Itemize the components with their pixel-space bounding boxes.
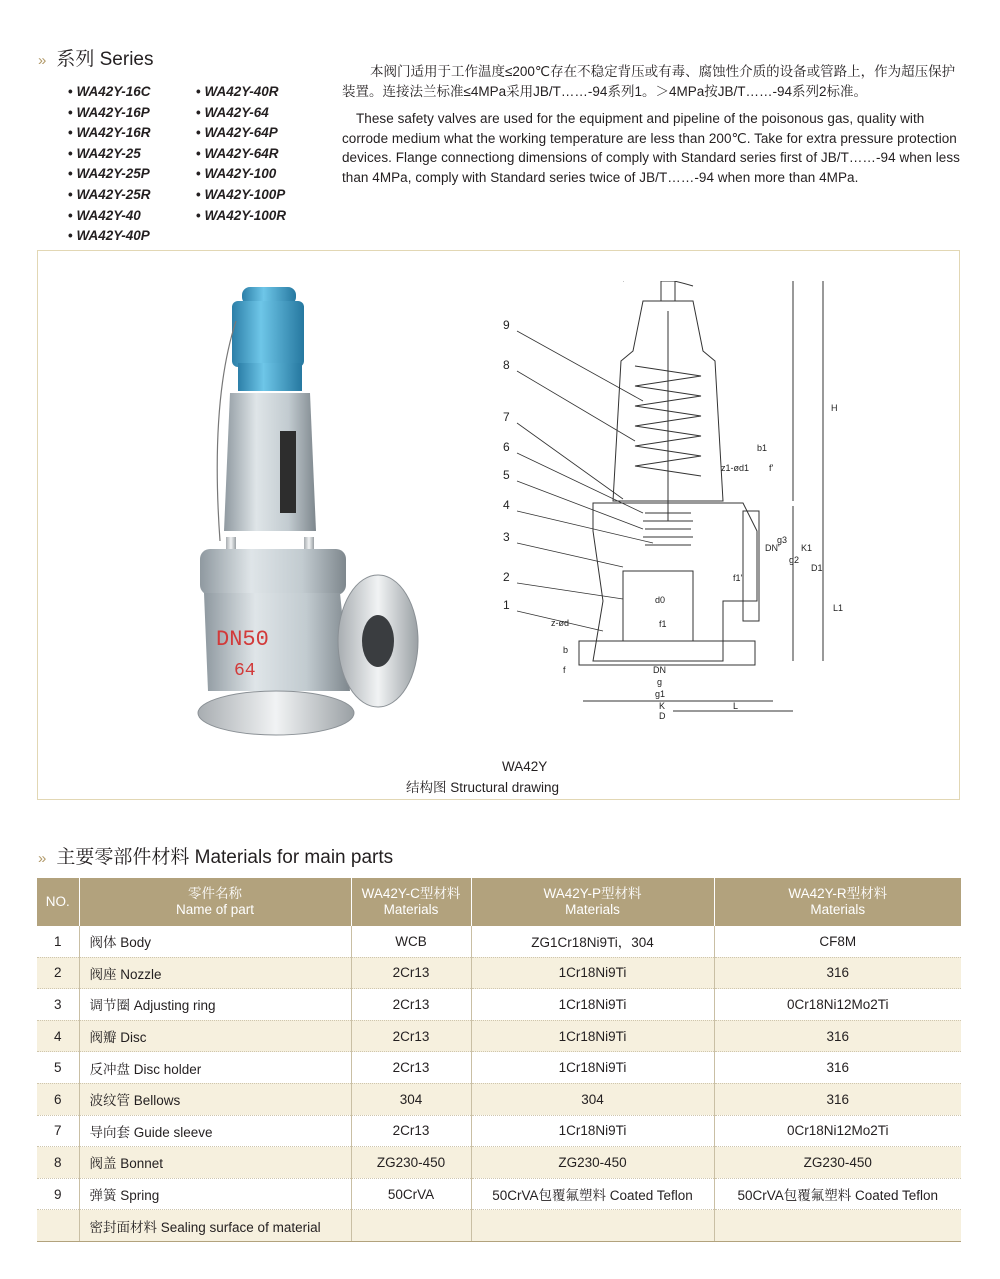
table-cell: WCB bbox=[351, 926, 471, 957]
table-row bbox=[37, 1210, 961, 1242]
dim-K1: K1 bbox=[801, 543, 813, 553]
table-cell: 调节圈 Adjusting ring bbox=[79, 989, 351, 1021]
dim-D1: D1 bbox=[811, 563, 823, 573]
table-cell: ZG230-450 bbox=[714, 1147, 961, 1179]
table-cell bbox=[351, 1210, 471, 1242]
dim-D: D bbox=[659, 711, 666, 721]
header-line-1: 零件名称 bbox=[188, 886, 242, 901]
table-header-cell bbox=[714, 878, 961, 926]
table-cell: 0Cr18Ni12Mo2Ti bbox=[714, 989, 961, 1021]
dim-g: g bbox=[657, 677, 663, 687]
header-line-1: WA42Y-P型材料 bbox=[543, 886, 642, 901]
header-line-2: Materials bbox=[810, 902, 866, 917]
dim-f-prime: f' bbox=[769, 463, 774, 473]
chevron-icon: » bbox=[38, 52, 47, 69]
model-item: • WA42Y-40 bbox=[68, 206, 151, 227]
table-row bbox=[37, 1178, 961, 1210]
header-line-1: WA42Y-C型材料 bbox=[361, 886, 461, 901]
table-cell: 1 bbox=[37, 926, 79, 957]
model-item: • WA42Y-64P bbox=[196, 123, 286, 144]
table-cell: 阀瓣 Disc bbox=[79, 1020, 351, 1052]
model-list-right bbox=[196, 82, 286, 226]
callout-5: 5 bbox=[503, 468, 510, 482]
table-cell: 2Cr13 bbox=[351, 1052, 471, 1084]
dim-H: H bbox=[831, 403, 838, 413]
table-cell: 4 bbox=[37, 1020, 79, 1052]
dim-b: b bbox=[563, 645, 569, 655]
callout-2: 2 bbox=[503, 570, 510, 584]
table-cell: 阀盖 Bonnet bbox=[79, 1147, 351, 1179]
table-cell: 5 bbox=[37, 1052, 79, 1084]
table-cell: 50CrVA包覆氟塑料 Coated Teflon bbox=[471, 1178, 714, 1210]
dim-f: f bbox=[563, 665, 566, 675]
dim-DN-prime: DN' bbox=[765, 543, 780, 553]
model-item: • WA42Y-40R bbox=[196, 82, 286, 103]
dim-DN: DN bbox=[653, 665, 666, 675]
table-row bbox=[37, 1147, 961, 1179]
table-row bbox=[37, 926, 961, 957]
model-item: • WA42Y-16R bbox=[68, 123, 151, 144]
model-item: • WA42Y-25P bbox=[68, 164, 151, 185]
structural-drawing bbox=[493, 281, 893, 721]
model-list-left bbox=[68, 82, 151, 247]
table-cell: 弹簧 Spring bbox=[79, 1178, 351, 1210]
model-item: • WA42Y-25 bbox=[68, 144, 151, 165]
table-cell: 304 bbox=[471, 1083, 714, 1115]
dim-g2: g2 bbox=[789, 555, 800, 565]
table-cell: 50CrVA包覆氟塑料 Coated Teflon bbox=[714, 1178, 961, 1210]
table-header-cell bbox=[351, 878, 471, 926]
table-cell: 316 bbox=[714, 1083, 961, 1115]
table-cell: 1Cr18Ni9Ti bbox=[471, 1115, 714, 1147]
table-cell: 8 bbox=[37, 1147, 79, 1179]
table-row bbox=[37, 1115, 961, 1147]
table-cell: 反冲盘 Disc holder bbox=[79, 1052, 351, 1084]
callout-3: 3 bbox=[503, 530, 510, 544]
header-line-1: WA42Y-R型材料 bbox=[788, 886, 888, 901]
dim-g1: g1 bbox=[655, 689, 666, 699]
table-row bbox=[37, 989, 961, 1021]
chevron-icon: » bbox=[38, 850, 47, 867]
model-item: • WA42Y-100 bbox=[196, 164, 286, 185]
table-body bbox=[37, 926, 961, 1241]
table-cell: 2Cr13 bbox=[351, 1020, 471, 1052]
model-item: • WA42Y-16C bbox=[68, 82, 151, 103]
table-cell: 50CrVA bbox=[351, 1178, 471, 1210]
table-cell: 7 bbox=[37, 1115, 79, 1147]
table-cell: 316 bbox=[714, 957, 961, 989]
model-item: • WA42Y-64R bbox=[196, 144, 286, 165]
dim-z-d: z-ød bbox=[551, 618, 569, 628]
dim-f1: f1 bbox=[659, 619, 667, 629]
table-cell: 316 bbox=[714, 1052, 961, 1084]
table-cell: 1Cr18Ni9Ti bbox=[471, 957, 714, 989]
callout-7: 7 bbox=[503, 410, 510, 424]
drawing-panel bbox=[37, 250, 960, 800]
header-line-1: NO. bbox=[45, 894, 70, 909]
table-header-row bbox=[37, 878, 961, 926]
model-item: • WA42Y-16P bbox=[68, 103, 151, 124]
table-cell: 304 bbox=[351, 1083, 471, 1115]
dim-L: L bbox=[733, 701, 739, 711]
table-row bbox=[37, 1083, 961, 1115]
table-header-cell bbox=[471, 878, 714, 926]
table-row bbox=[37, 1052, 961, 1084]
table-cell: 2 bbox=[37, 957, 79, 989]
header-line-2: Materials bbox=[565, 902, 620, 917]
series-heading-text: 系列 Series bbox=[56, 49, 154, 70]
table-header-cell bbox=[37, 878, 79, 926]
header-line-2: Materials bbox=[383, 902, 439, 917]
table-cell: 9 bbox=[37, 1178, 79, 1210]
table-row bbox=[37, 1020, 961, 1052]
table-cell: 6 bbox=[37, 1083, 79, 1115]
caption-title: 结构图 Structural drawing bbox=[406, 780, 560, 795]
dim-L1: L1 bbox=[833, 603, 844, 613]
dim-f1-prime: f1' bbox=[733, 573, 743, 583]
table-cell: ZG230-450 bbox=[351, 1147, 471, 1179]
header-line-2: Name of part bbox=[175, 902, 255, 917]
table-cell bbox=[471, 1210, 714, 1242]
table-cell: 密封面材料 Sealing surface of material bbox=[79, 1210, 351, 1242]
callout-8: 8 bbox=[503, 358, 510, 372]
table-cell: 阀体 Body bbox=[79, 926, 351, 957]
callout-1: 1 bbox=[503, 598, 510, 612]
table-cell: 316 bbox=[714, 1020, 961, 1052]
series-heading bbox=[38, 44, 153, 71]
photo-marking-pn: 64 bbox=[234, 661, 256, 681]
callout-6: 6 bbox=[503, 440, 510, 454]
table-cell: 阀座 Nozzle bbox=[79, 957, 351, 989]
table-cell: 1Cr18Ni9Ti bbox=[471, 1052, 714, 1084]
caption-model: WA42Y bbox=[502, 759, 548, 774]
table-cell: 2Cr13 bbox=[351, 989, 471, 1021]
table-cell: 0Cr18Ni12Mo2Ti bbox=[714, 1115, 961, 1147]
materials-table bbox=[37, 878, 961, 1242]
dim-z1d1: z1-ød1 bbox=[721, 463, 750, 473]
table-cell: 导向套 Guide sleeve bbox=[79, 1115, 351, 1147]
dim-g3: g3 bbox=[777, 535, 788, 545]
intro-english: These safety valves are used for the equipment and pipeline of the poisonous gas, quality with corrode medium what the working temperature are less than 200℃. Take for extra pressure protection devices. Flange connectiong dimensions of comply with Standard series first of JB/T……-94 when less than 4MPa, comply with Standard series twice of JB/T……-94 when more than 4MPa. bbox=[342, 111, 960, 185]
callout-9: 9 bbox=[503, 318, 510, 332]
table-cell: 2Cr13 bbox=[351, 957, 471, 989]
table-cell: ZG230-450 bbox=[471, 1147, 714, 1179]
model-item: • WA42Y-40P bbox=[68, 226, 151, 247]
table-header-cell bbox=[79, 878, 351, 926]
materials-heading-text: 主要零部件材料 Materials for main parts bbox=[56, 847, 394, 868]
table-cell: 1Cr18Ni9Ti bbox=[471, 1020, 714, 1052]
table-cell bbox=[37, 1210, 79, 1242]
model-item: • WA42Y-25R bbox=[68, 185, 151, 206]
table-cell bbox=[714, 1210, 961, 1242]
model-item: • WA42Y-64 bbox=[196, 103, 286, 124]
table-cell: CF8M bbox=[714, 926, 961, 957]
table-cell: 波纹管 Bellows bbox=[79, 1083, 351, 1115]
intro-chinese: 本阀门适用于工作温度≤200℃存在不稳定背压或有毒、腐蚀性介质的设备或管路上，作为超压保护装置。连接法兰标准≤4MPa采用JB/T……-94系列1。＞4MPa按JB/T……-94系列2标准。 bbox=[342, 64, 956, 99]
valve-photo bbox=[180, 281, 420, 741]
dim-K: K bbox=[659, 701, 666, 711]
table-cell: ZG1Cr18Ni9Ti，304 bbox=[471, 926, 714, 957]
model-item: • WA42Y-100R bbox=[196, 206, 286, 227]
materials-heading bbox=[38, 842, 393, 869]
table-cell: 1Cr18Ni9Ti bbox=[471, 989, 714, 1021]
table-cell: 3 bbox=[37, 989, 79, 1021]
table-row bbox=[37, 957, 961, 989]
dim-d0: d0 bbox=[655, 595, 666, 605]
model-item: • WA42Y-100P bbox=[196, 185, 286, 206]
dim-b1: b1 bbox=[757, 443, 768, 453]
photo-marking-dn: DN50 bbox=[216, 627, 269, 652]
callout-4: 4 bbox=[503, 498, 510, 512]
table-cell: 2Cr13 bbox=[351, 1115, 471, 1147]
